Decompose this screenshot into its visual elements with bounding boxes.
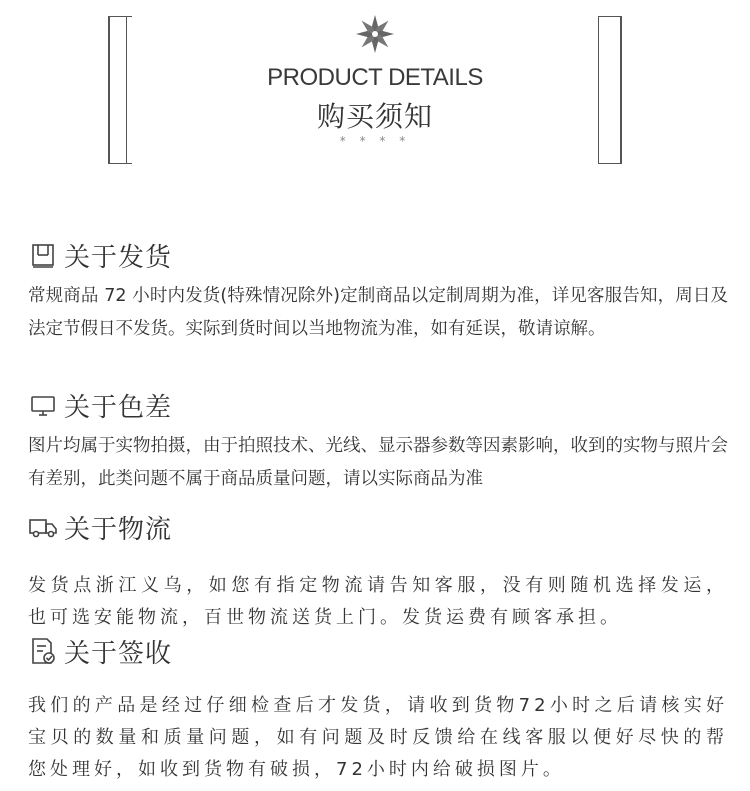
truck-icon: [28, 512, 58, 542]
section-shipping-title: 关于发货: [64, 242, 173, 273]
product-details-header: [0, 0, 750, 170]
section-receipt-text: 我们的产品是经过仔细检查后才发货，请收到货物72小时之后请核实好宝贝的数量和质量问题，如有问题及时反馈给在线客服以便好尽快的帮您处理好，如收到货物有破损，72小时内给破损图片。: [28, 695, 728, 780]
section-color-text: 图片均属于实物拍摄，由于拍照技术、光线、显示器参数等因素影响，收到的实物与照片会有差别，此类问题不属于商品质量问题，请以实际商品为准: [28, 436, 728, 489]
title-chinese: 购买须知: [316, 100, 433, 133]
section-color-heading: [28, 387, 172, 423]
box-icon: [28, 240, 58, 270]
section-color-title: 关于色差: [64, 392, 173, 423]
section-logistics-heading: [28, 509, 172, 545]
section-logistics-text: 发货点浙江义乌，如您有指定物流请告知客服，没有则随机选择发运，也可选安能物流，百世物流送货上门。发货运费有顾客承担。: [28, 575, 728, 628]
star-emblem-icon: [355, 14, 395, 54]
decorative-dots: * * * *: [339, 134, 411, 148]
section-shipping-heading: [28, 237, 172, 273]
monitor-icon: [28, 390, 58, 420]
section-shipping-text: 常规商品 72 小时内发货(特殊情况除外)定制商品以定制周期为准，详见客服告知，周日及法定节假日不发货。实际到货时间以当地物流为准，如有延误，敬请谅解。: [28, 286, 728, 339]
title-english: PRODUCT DETAILS: [267, 64, 483, 91]
section-logistics-title: 关于物流: [64, 514, 173, 545]
section-receipt-title: 关于签收: [64, 638, 173, 669]
section-receipt-heading: [28, 633, 172, 669]
signed-document-icon: [28, 636, 58, 666]
